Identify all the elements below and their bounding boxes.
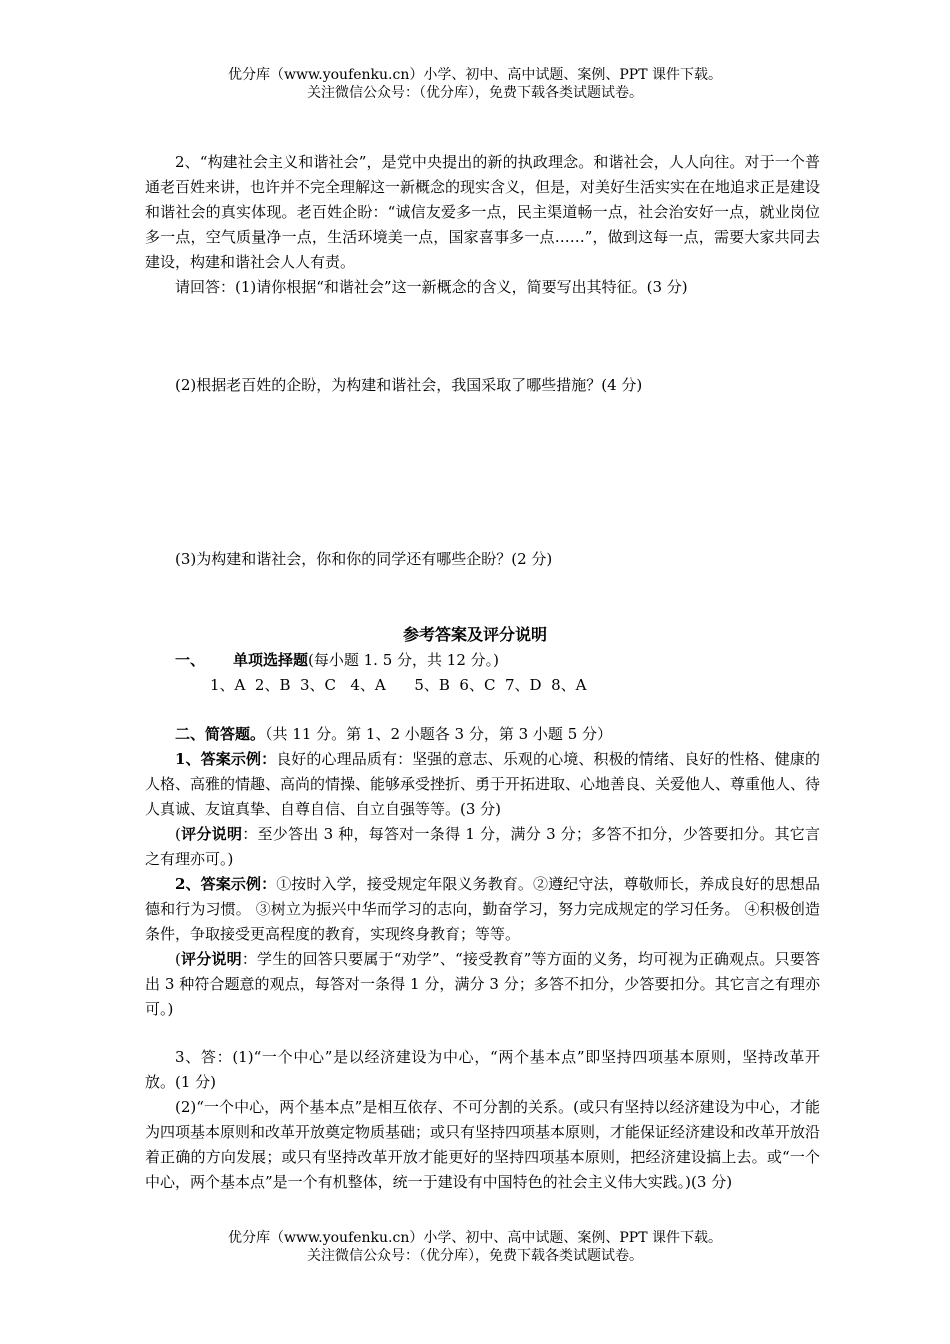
answer-3-block (145, 1045, 820, 1195)
section-2-note: （共 11 分。第 1、2 小题各 3 分，第 3 小题 5 分） (265, 725, 613, 743)
answer-2-label: 2、答案示例： (175, 875, 277, 893)
answer-2-note-label: 评分说明 (180, 950, 242, 968)
question-block (145, 150, 820, 300)
answer-2-note-text: ：学生的回答只要属于“劝学”、“接受教育”等方面的义务，均可视为正确观点。只要答出 3 种符合题意的观点，每答对一条得 1 分，满分 3 分；多答不扣分，少答要扣分。其它言之有理亦可。) (145, 950, 820, 1018)
question-intro: 2、“构建社会主义和谐社会”，是党中央提出的新的执政理念。和谐社会，人人向往。对于一个普通老百姓来讲，也许并不完全理解这一新概念的现实含义，但是，对美好生活实实在在地追求正是建设和谐社会的真实体现。老百姓企盼：“诚信友爱多一点，民主渠道畅一点，社会治安好一点，就业岗位多一点，空气质量净一点，生活环境美一点，国家喜事多一点……”，做到这每一点，需要大家共同去建设，构建和谐社会人人有责。 (145, 153, 821, 271)
answers-section-1 (145, 648, 820, 698)
footer-line-1: 优分库（www.youfenku.cn）小学、初中、高中试题、案例、PPT 课件下载。 (227, 1230, 722, 1246)
answers-title: 参考答案及评分说明 (402, 625, 547, 644)
section-1-answers: 1、A 2、B 3、C 4、A 5、B 6、C 7、D 8、A (210, 676, 587, 694)
page-header (0, 66, 950, 102)
answer-1 (145, 747, 820, 822)
question-part-3: (3)为构建和谐社会，你和你的同学还有哪些企盼？(2 分) (175, 550, 553, 568)
header-line-1: 优分库（www.youfenku.cn）小学、初中、高中试题、案例、PPT 课件下载。 (227, 67, 722, 83)
answer-2 (145, 872, 820, 947)
section-2-label: 二、简答题。 (175, 725, 266, 743)
answers-section-2 (145, 722, 820, 1022)
answer-3-part-1: 3、答：(1)“一个中心”是以经济建设为中心，“两个基本点”即坚持四项基本原则，坚持改革开放。(1 分) (145, 1048, 820, 1091)
answer-2-text: ①按时入学，接受规定年限义务教育。②遵纪守法，尊敬师长，养成良好的思想品德和行为习惯。 ③树立为振兴中华而学习的志向，勤奋学习，努力完成规定的学习任务。 ④积极创造条件，争取接受更高程度的教育，实现终身教育；等等。 (145, 875, 820, 943)
answer-1-note: (评分说明：至少答出 3 种，每答对一条得 1 分，满分 3 分；多答不扣分，少答要扣分。其它言之有理亦可。) (145, 825, 820, 868)
answer-1-label: 1、答案示例： (175, 750, 277, 768)
answer-1-text: 良好的心理品质有：坚强的意志、乐观的心境、积极的情绪、良好的性格、健康的人格、高雅的情趣、高尚的情操、能够承受挫折、勇于开拓进取、心地善良、关爱他人、尊重他人、待人真诚、友谊真挚、自尊自信、自立自强等等。(3 分) (145, 750, 821, 818)
question-part-1: 请回答：(1)请你根据“和谐社会”这一新概念的含义，简要写出其特征。(3 分) (175, 278, 688, 296)
question-part-3-block (145, 547, 820, 572)
section-1-note: (每小题 1. 5 分，共 12 分。) (308, 651, 500, 669)
section-1-number: 一、 (175, 651, 206, 669)
footer-line-2: 关注微信公众号：（优分库），免费下载各类试题试卷。 (307, 1248, 643, 1264)
header-line-2: 关注微信公众号：（优分库），免费下载各类试题试卷。 (307, 85, 643, 101)
page-footer (0, 1229, 950, 1265)
section-1-label: 单项选择题 (233, 651, 309, 669)
answer-3-part-2: (2)“一个中心，两个基本点”是相互依存、不可分割的关系。(或只有坚持以经济建设为中心，才能为四项基本原则和改革开放奠定物质基础；或只有坚持四项基本原则，才能保证经济建设和改革开放沿着正确的方向发展；或只有坚持改革开放才能更好的坚持四项基本原则，把经济建设搞上去。或“一个中心，两个基本点”是一个有机整体，统一于建设有中国特色的社会主义伟大实践。)(3 分) (145, 1098, 821, 1191)
answer-2-note: (评分说明：学生的回答只要属于“劝学”、“接受教育”等方面的义务，均可视为正确观点。只要答出 3 种符合题意的观点，每答对一条得 1 分，满分 3 分；多答不扣分，少答要扣分。其它言之有理亦可。) (145, 950, 820, 1018)
question-part-2: (2)根据老百姓的企盼，为构建和谐社会，我国采取了哪些措施？(4 分) (175, 376, 643, 394)
answer-1-note-label: 评分说明 (180, 825, 243, 843)
answer-1-note-text: ：至少答出 3 种，每答对一条得 1 分，满分 3 分；多答不扣分，少答要扣分。其它言之有理亦可。) (145, 825, 820, 868)
question-part-2-block (145, 373, 820, 398)
